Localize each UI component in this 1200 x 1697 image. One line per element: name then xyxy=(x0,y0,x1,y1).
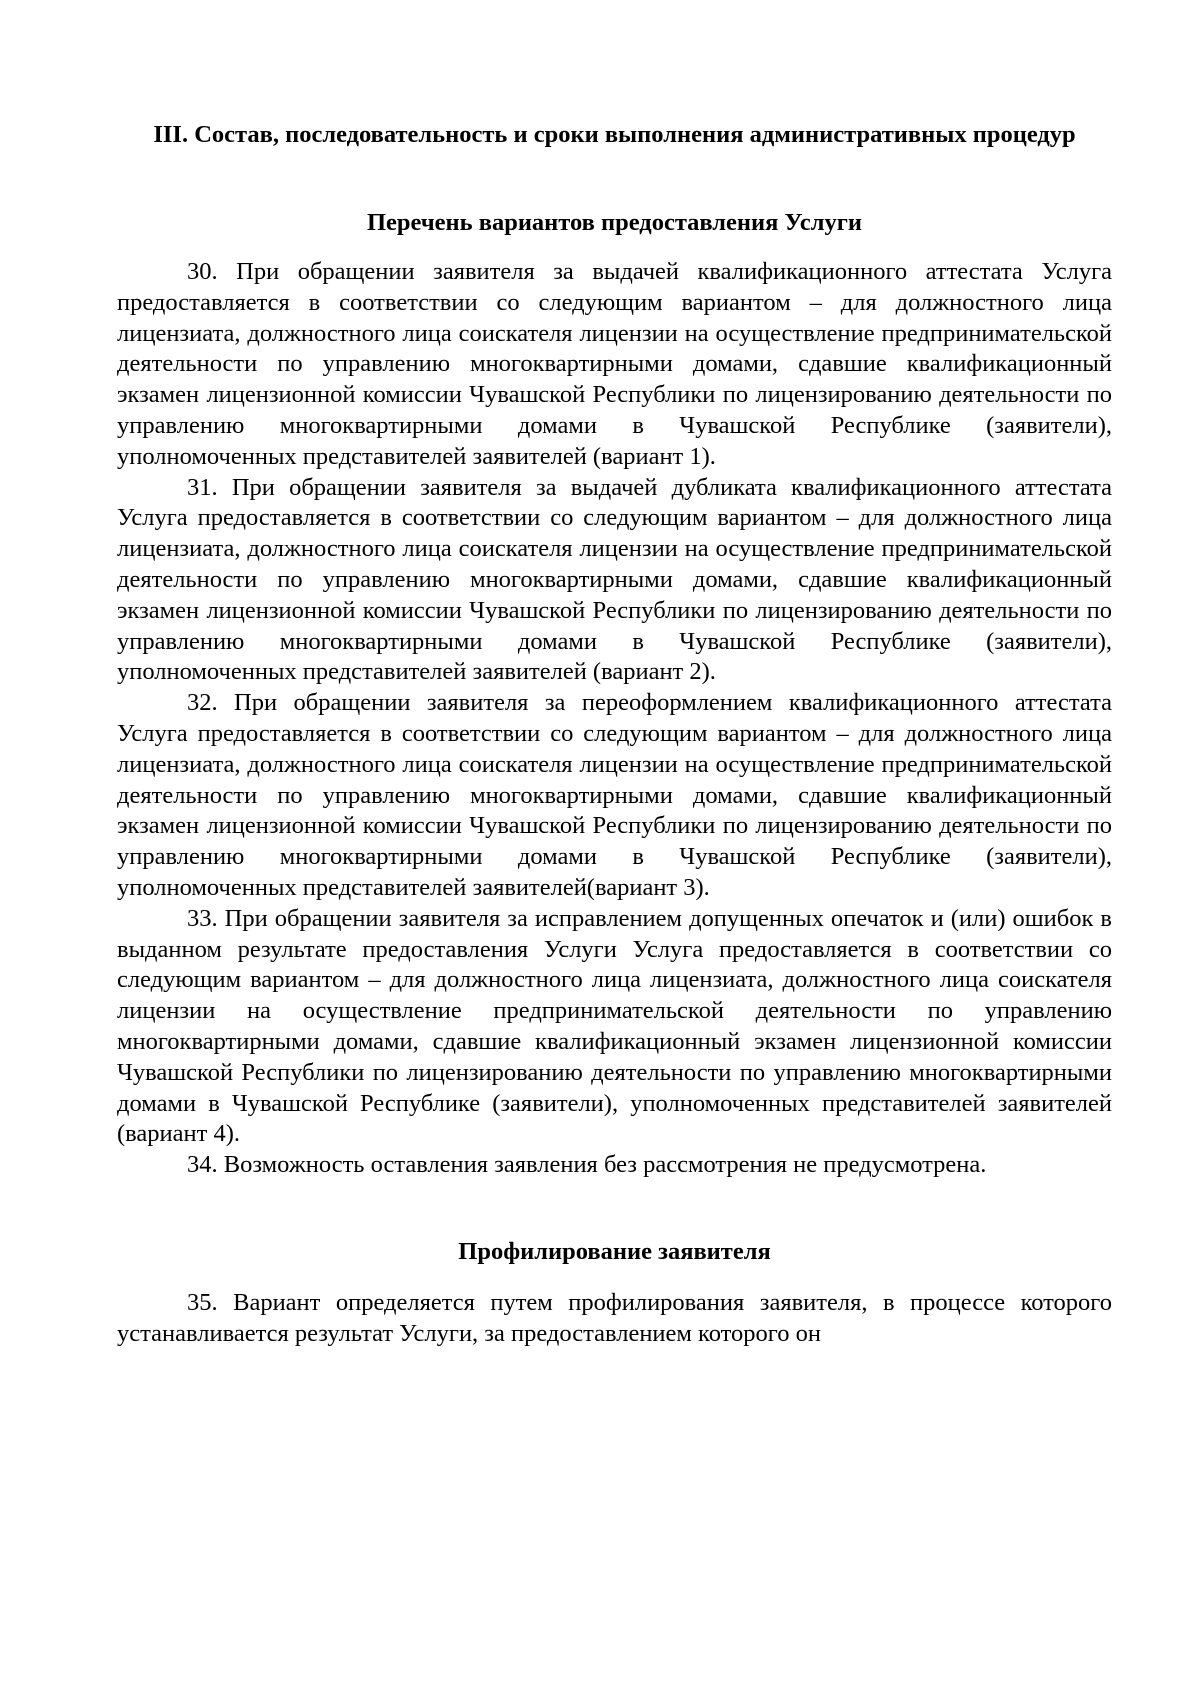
paragraph-33: 33. При обращении заявителя за исправлением допущенных опечаток и (или) ошибок в выданном результате предоставления Услуги Услуга предоставляется в соответствии со следующим вариантом – для должностного лица лицензиата, должностного лица соискателя лицензии на осуществление предпринимательской деятельности по управлению многоквартирными домами, сдавшие квалификационный экзамен лицензионной комиссии Чувашской Республики по лицензированию деятельности по управлению многоквартирными домами в Чувашской Республике (заявители), уполномоченных представителей заявителей (вариант 4). xyxy=(117,904,1112,1148)
subtitle-variants: Перечень вариантов предоставления Услуги xyxy=(367,209,862,236)
subtitle-profiling: Профилирование заявителя xyxy=(458,1237,771,1265)
paragraph-35: 35. Вариант определяется путем профилирования заявителя, в процессе которого устанавливается результат Услуги, за предоставлением которого он xyxy=(117,1288,1112,1347)
paragraph-30: 30. При обращении заявителя за выдачей квалификационного аттестата Услуга предоставляется в соответствии со следующим вариантом – для должностного лица лицензиата, должностного лица соискателя лицензии на осуществление предпринимательской деятельности по управлению многоквартирными домами, сдавшие квалификационный экзамен лицензионной комиссии Чувашской Республики по лицензированию деятельности по управлению многоквартирными домами в Чувашской Республике (заявители), уполномоченных представителей заявителей (вариант 1). xyxy=(117,258,1112,470)
paragraph-32: 32. При обращении заявителя за переоформлением квалификационного аттестата Услуга предоставляется в соответствии со следующим вариантом – для должностного лица лицензиата, должностного лица соискателя лицензии на осуществление предпринимательской деятельности по управлению многоквартирными домами, сдавшие квалификационный экзамен лицензионной комиссии Чувашской Республики по лицензированию деятельности по управлению многоквартирными домами в Чувашской Республике (заявители), уполномоченных представителей заявителей(вариант 3). xyxy=(117,689,1112,901)
paragraph-31: 31. При обращении заявителя за выдачей дубликата квалификационного аттестата Услуга предоставляется в соответствии со следующим вариантом – для должностного лица лицензиата, должностного лица соискателя лицензии на осуществление предпринимательской деятельности по управлению многоквартирными домами, сдавшие квалификационный экзамен лицензионной комиссии Чувашской Республики по лицензированию деятельности по управлению многоквартирными домами в Чувашской Республике (заявители), уполномоченных представителей заявителей (вариант 2). xyxy=(117,473,1112,686)
section-title: III. Состав, последовательность и сроки выполнения административных процедур xyxy=(153,121,1076,148)
paragraph-34: 34. Возможность оставления заявления без рассмотрения не предусмотрена. xyxy=(187,1151,987,1179)
